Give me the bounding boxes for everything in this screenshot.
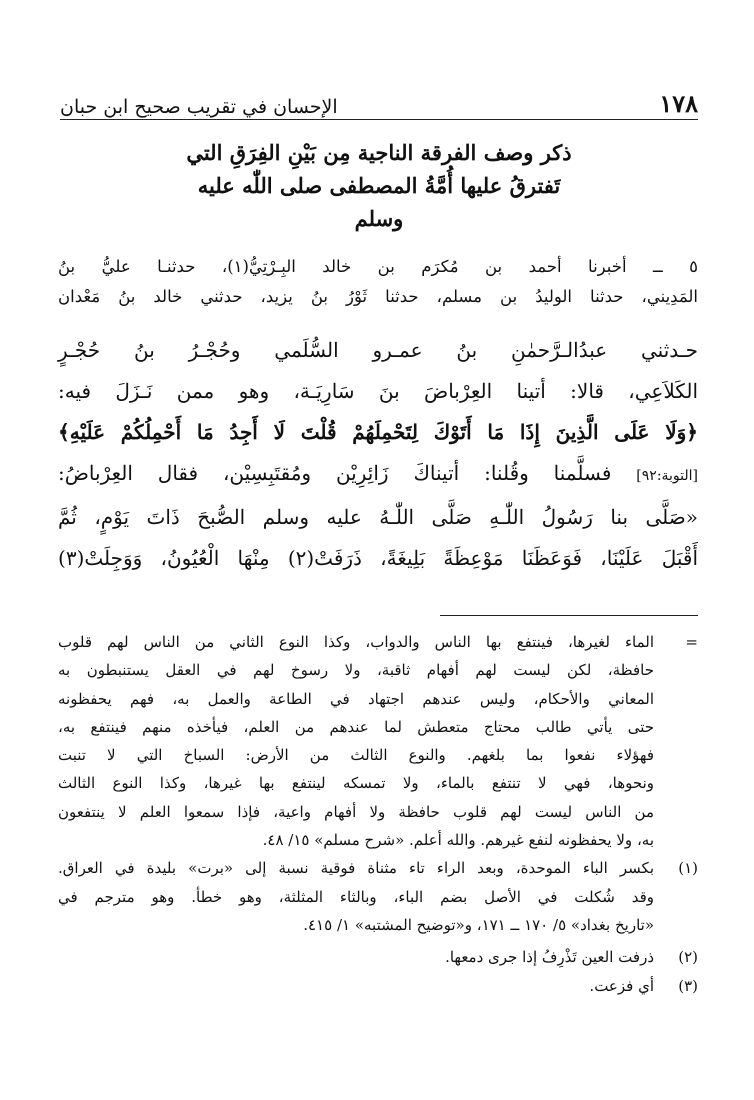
page-number: ١٧٨ xyxy=(659,89,698,118)
hadith-line: «صَلَّى بنا رَسُولُ اللّٰـهِ صَلَّى اللّٰـهُ عليه وسلم الصُّبحَ ذَاتَ يَوْمٍ، ثُمَّ xyxy=(58,505,698,529)
footnote-line: «تاريخ بغداد» ٥/ ١٧٠ ــ ١٧١، و«توضيح المشتبه» ١/ ٤١٥. xyxy=(303,915,654,934)
chapter-heading xyxy=(90,136,668,235)
footnote-line: حافظة، لكن ليست لهم أفهام ثاقبة، ولا رسوخ لهم في العقل يستنبطون به xyxy=(58,661,654,680)
header-rule xyxy=(60,119,698,120)
footnote-line: ذرفت العين تَذْرِفُ إذا جرى دمعها. xyxy=(445,948,654,967)
footnote-line: به، ولا يحفظونه لنفع غيرهم. والله أعلم. «شرح مسلم» ١٥/ ٤٨. xyxy=(262,831,654,850)
isnad-line: المَدِيني، حدثنا الوليدُ بن مسلم، حدثنا ثَوْرُ بنُ يزيد، حدثني خالد بنُ مَعْدان xyxy=(58,287,698,306)
footnote-line: حتى يأتي طالب محتاج متعطش لما عندهم من العلم، فيأخذه منهم فينتفع به، xyxy=(58,717,654,736)
footnote-1 xyxy=(58,854,698,939)
hadith-line: أَقْبَلَ عَلَيْنَا، فَوَعَظَنَا مَوْعِظَةً بَلِيغَةً، ذَرَفَتْ(٢) مِنْهَا الْعُيُونُ، وَوَجِلَتْ(٣) xyxy=(58,546,698,570)
footnotes xyxy=(58,628,698,1000)
footnote-line: المعاني والأحكام، وليس عندهم اجتهاد في الطاعة والعمل به، فهم يحفظونه xyxy=(58,689,654,708)
hadith-isnad xyxy=(58,252,698,312)
running-header xyxy=(60,84,698,118)
footnote-line: فهؤلاء نفعوا بما بلغهم. والنوع الثالث من الأرض: السباخ التي لا تنبت xyxy=(58,746,654,765)
footnote-2 xyxy=(58,943,698,971)
footnote-marker: (١) xyxy=(678,859,698,878)
running-title: الإحسان في تقريب صحيح ابن حبان xyxy=(60,96,338,118)
footnote-continuation xyxy=(58,628,698,854)
footnote-marker: (٣) xyxy=(678,976,698,995)
footnote-line: من الناس ليست لهم قلوب حافظة ولا أفهام واعية، فإذا سمعوا العلم لا ينتفعون xyxy=(58,802,654,821)
quran-verse: ﴿وَلَا عَلَى الَّذِينَ إِذَا مَا أَتَوْكَ لِتَحْمِلَهُمْ قُلْتَ لَا أَجِدُ مَا أَحْمِلُكُمْ عَلَيْهِ﴾ xyxy=(58,420,698,444)
hadith-line: الكَلاَعِي، قالا: أتينا العِرْباضَ بنَ سَارِيَـة، وهو ممن نَـزَلَ فيه: xyxy=(58,379,698,403)
footnote-3 xyxy=(58,972,698,1000)
hadith-line: حـدثني عبدُالـرَّحمٰنِ بنُ عمـرو السُّلَمي وحُجْـرُ بنُ حُجْـرٍ xyxy=(58,338,698,362)
heading-line: تَفترقُ عليها أُمَّةُ المصطفى صلى اللّٰه عليه xyxy=(197,173,561,198)
hadith-line-text: فسلَّمنا وقُلنا: أتيناكَ زَائِرِيْن ومُقتَبِسِيْن، فقال العِرْباضُ: xyxy=(58,461,612,485)
footnote-line: ونحوها، فهي لا تنتفع بالماء، ولا تمسكه لينتفع بها غيرها، وكذا النوع الثالث xyxy=(58,774,654,793)
footnote-line: بكسر الباء الموحدة، وبعد الراء تاء مثناة فوقية نسبة إلى «برت» بليدة في العراق. xyxy=(58,859,654,878)
footnote-marker: = xyxy=(685,633,698,651)
hadith-text xyxy=(58,330,698,579)
footnote-line: الماء لغيرها، فينتفع بها الناس والدواب، وكذا النوع الثاني من الناس لهم قلوب xyxy=(58,633,654,651)
footnote-line: أي فزعت. xyxy=(589,976,654,995)
isnad-line: ٥ ــ أخبرنا أحمد بن مُكرَم بن خالد البِـرْتِيُّ(١)، حدثنـا عليُّ بنُ xyxy=(58,257,698,276)
footnote-marker: (٢) xyxy=(678,948,698,967)
heading-line: وسلم xyxy=(354,206,404,231)
heading-line: ذكر وصف الفرقة الناجية مِن بَيْنِ الفِرَقِ التي xyxy=(186,140,572,165)
verse-reference: [التوبة:٩٢] xyxy=(636,468,699,484)
footnote-separator xyxy=(440,615,698,616)
footnote-line: وقد شُكلت في الأصل بضم الباء، وبالثاء المثلثة، وهو خطأ. وهو مترجم في xyxy=(58,887,654,906)
hadith-line xyxy=(58,453,698,497)
